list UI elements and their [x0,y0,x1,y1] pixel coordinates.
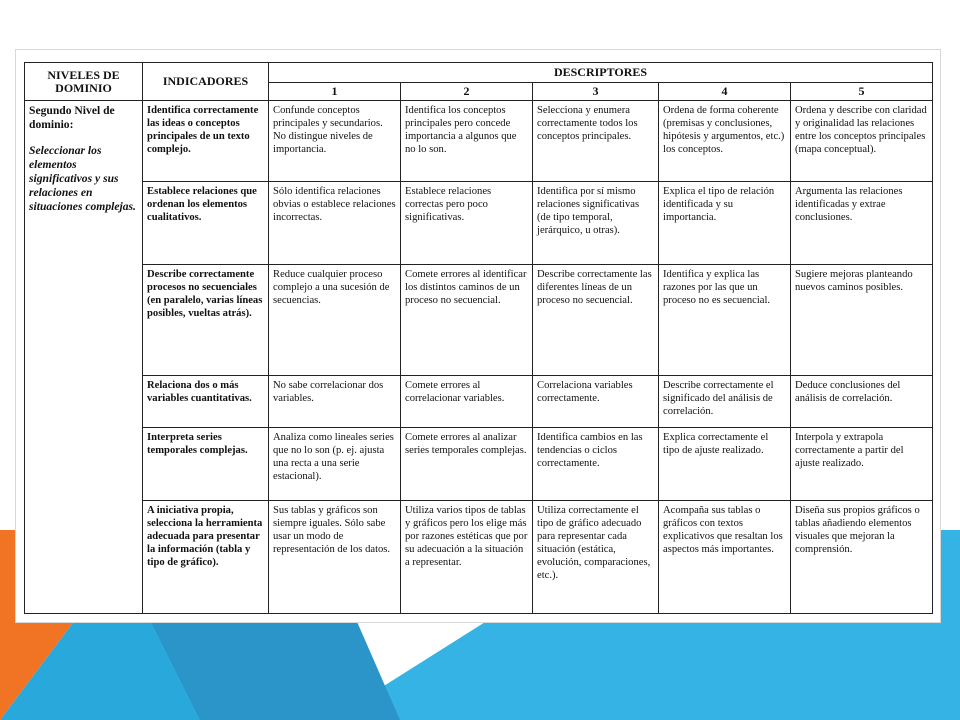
descriptor-cell: Utiliza correctamente el tipo de gráfico adecuado para representar cada situación (estática, evolución, comparaciones, etc.). [533,500,659,613]
descriptor-cell: Comete errores al correlacionar variables. [401,375,533,428]
level-title: Segundo Nivel de dominio: [29,104,115,131]
level-cell [25,101,143,614]
descriptor-cell: Describe correctamente las diferentes líneas de un proceso no secuencial. [533,264,659,375]
indicator-cell: Establece relaciones que ordenan los elementos cualitativos. [143,181,269,264]
indicator-cell: Describe correctamente procesos no secuenciales (en paralelo, varias líneas posibles, vueltas atrás). [143,264,269,375]
descriptor-cell: No sabe correlacionar dos variables. [269,375,401,428]
rubric-document [16,50,940,622]
level-description: Seleccionar los elementos significativos y sus relaciones en situaciones complejas. [29,144,136,213]
indicator-cell: Relaciona dos o más variables cuantitativas. [143,375,269,428]
column-4-header: 4 [659,83,791,101]
table-row [25,181,933,264]
descriptor-cell: Analiza como lineales series que no lo son (p. ej. ajusta una recta a una serie estacional). [269,428,401,501]
table-row [25,500,933,613]
indicator-cell: A iniciativa propia, selecciona la herramienta adecuada para presentar la información (tabla y tipo de gráfico). [143,500,269,613]
descriptor-cell: Reduce cualquier proceso complejo a una sucesión de secuencias. [269,264,401,375]
descriptor-cell: Describe correctamente el significado del análisis de correlación. [659,375,791,428]
descriptor-cell: Ordena y describe con claridad y originalidad las relaciones entre los conceptos principales (mapa conceptual). [791,101,933,182]
descriptor-cell: Ordena de forma coherente (premisas y conclusiones, hipótesis y argumentos, etc.) los conceptos. [659,101,791,182]
header-descriptores: DESCRIPTORES [269,63,933,83]
descriptor-cell: Correlaciona variables correctamente. [533,375,659,428]
descriptor-cell: Identifica por sí mismo relaciones significativas (de tipo temporal, jerárquico, u otras). [533,181,659,264]
descriptor-cell: Utiliza varios tipos de tablas y gráficos pero los elige más por razones estéticas que por su adecuación a la situación a representar. [401,500,533,613]
descriptor-cell: Sugiere mejoras planteando nuevos caminos posibles. [791,264,933,375]
descriptor-cell: Argumenta las relaciones identificadas y extrae conclusiones. [791,181,933,264]
column-1-header: 1 [269,83,401,101]
descriptor-cell: Confunde conceptos principales y secundarios. No distingue niveles de importancia. [269,101,401,182]
descriptor-cell: Sus tablas y gráficos son siempre iguales. Sólo sabe usar un modo de representación de los datos. [269,500,401,613]
descriptor-cell: Acompaña sus tablas o gráficos con textos explicativos que resaltan los aspectos más importantes. [659,500,791,613]
table-row [25,428,933,501]
descriptor-cell: Interpola y extrapola correctamente a partir del ajuste realizado. [791,428,933,501]
descriptor-cell: Explica correctamente el tipo de ajuste realizado. [659,428,791,501]
descriptor-cell: Explica el tipo de relación identificada y su importancia. [659,181,791,264]
descriptor-cell: Selecciona y enumera correctamente todos los conceptos principales. [533,101,659,182]
descriptor-cell: Establece relaciones correctas pero poco significativas. [401,181,533,264]
column-5-header: 5 [791,83,933,101]
indicator-cell: Identifica correctamente las ideas o conceptos principales de un texto complejo. [143,101,269,182]
descriptor-cell: Identifica cambios en las tendencias o ciclos correctamente. [533,428,659,501]
descriptor-cell: Comete errores al identificar los distintos caminos de un proceso no secuencial. [401,264,533,375]
indicator-cell: Interpreta series temporales complejas. [143,428,269,501]
descriptor-cell: Diseña sus propios gráficos o tablas añadiendo elementos visuales que mejoran la comprensión. [791,500,933,613]
descriptor-cell: Deduce conclusiones del análisis de correlación. [791,375,933,428]
table-row [25,264,933,375]
descriptor-cell: Identifica los conceptos principales pero concede importancia a algunos que no lo son. [401,101,533,182]
descriptor-cell: Identifica y explica las razones por las que un proceso no es secuencial. [659,264,791,375]
header-niveles: NIVELES DE DOMINIO [25,63,143,101]
descriptor-cell: Comete errores al analizar series temporales complejas. [401,428,533,501]
descriptor-cell: Sólo identifica relaciones obvias o establece relaciones incorrectas. [269,181,401,264]
table-row [25,375,933,428]
table-row [25,101,933,182]
column-3-header: 3 [533,83,659,101]
column-2-header: 2 [401,83,533,101]
header-indicadores: INDICADORES [143,63,269,101]
rubric-table [24,62,933,614]
